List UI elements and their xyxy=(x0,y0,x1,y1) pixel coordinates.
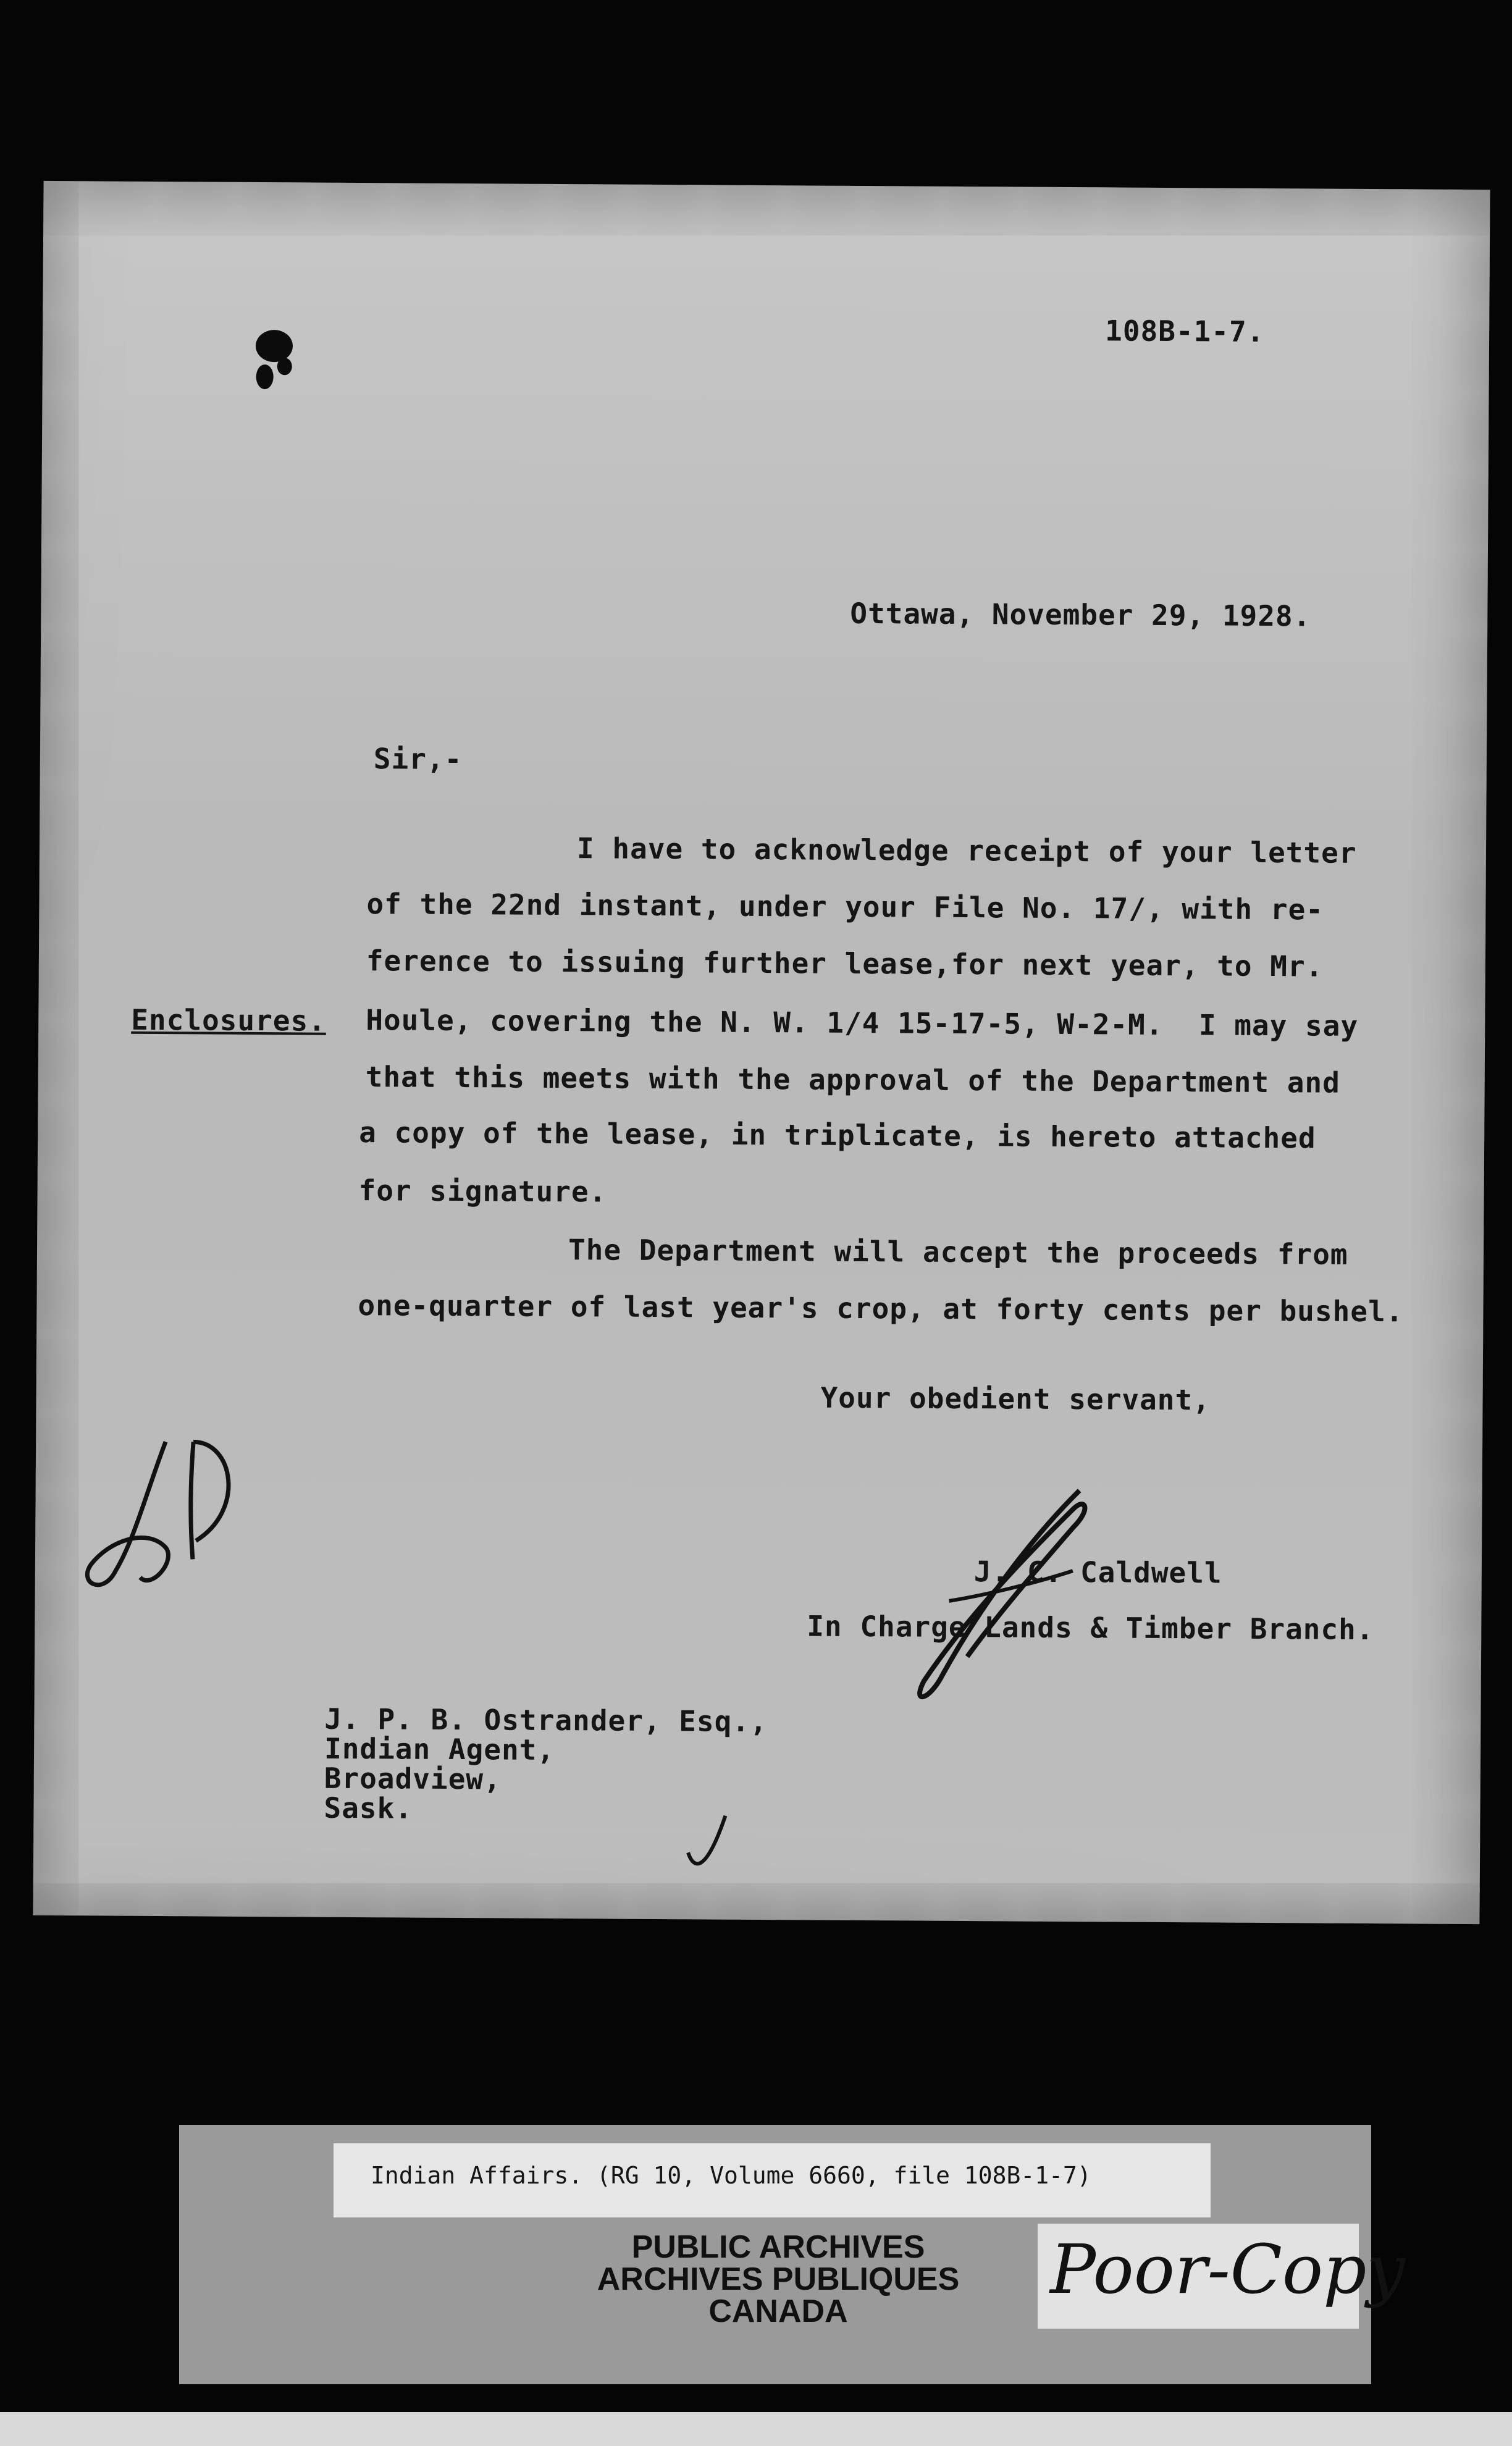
archives-line3: CANADA xyxy=(708,2293,848,2329)
salutation: Sir,- xyxy=(373,742,463,776)
closing: Your obedient servant, xyxy=(820,1381,1211,1417)
check-mark-icon xyxy=(682,1809,732,1877)
signer-name: J. C. Caldwell xyxy=(973,1555,1222,1590)
archive-reference: Indian Affairs. (RG 10, Volume 6660, file 108B-1-7) xyxy=(371,2162,1091,2189)
addressee-line: Broadview, xyxy=(324,1761,502,1796)
film-edge xyxy=(0,2412,1512,2446)
initials-scribble-icon xyxy=(72,1416,277,1615)
archives-line1: PUBLIC ARCHIVES xyxy=(631,2229,925,2265)
paragraph1-line: a copy of the lease, in triplicate, is hereto attached xyxy=(359,1116,1316,1155)
date-line: Ottawa, November 29, 1928. xyxy=(850,596,1311,633)
archives-line2: ARCHIVES PUBLIQUES xyxy=(597,2261,960,2297)
paragraph2-line: one-quarter of last year's crop, at forty cents per bushel. xyxy=(358,1288,1404,1329)
letter-page xyxy=(33,181,1490,1924)
paragraph1-line: of the 22nd instant, under your File No. 17/, with re- xyxy=(366,887,1324,927)
addressee-line: Sask. xyxy=(324,1791,413,1825)
paragraph1-line: ference to issuing further lease,for next year, to Mr. xyxy=(366,944,1324,983)
signer-title: In Charge Lands & Timber Branch. xyxy=(807,1609,1374,1647)
paragraph1-line: I have to acknowledge receipt of your letter xyxy=(576,831,1357,870)
addressee-line: J. P. B. Ostrander, Esq., xyxy=(324,1702,768,1739)
margin-note-enclosures: Enclosures. xyxy=(131,1002,327,1038)
paragraph2-line: The Department will accept the proceeds from xyxy=(568,1233,1348,1271)
addressee-line: Indian Agent, xyxy=(324,1731,555,1767)
file-reference: 108B-1-7. xyxy=(1104,314,1265,348)
paragraph1-line: Houle, covering the N. W. 1/4 15-17-5, W-2-M. I may say xyxy=(366,1003,1359,1043)
ink-blot-icon xyxy=(240,318,308,399)
paragraph1-line: that this meets with the approval of the Department and xyxy=(365,1060,1341,1099)
poor-copy-stamp: Poor-Copy xyxy=(1050,2230,1405,2309)
paragraph1-line: for signature. xyxy=(358,1174,607,1209)
signature-scribble-icon xyxy=(874,1471,1159,1720)
